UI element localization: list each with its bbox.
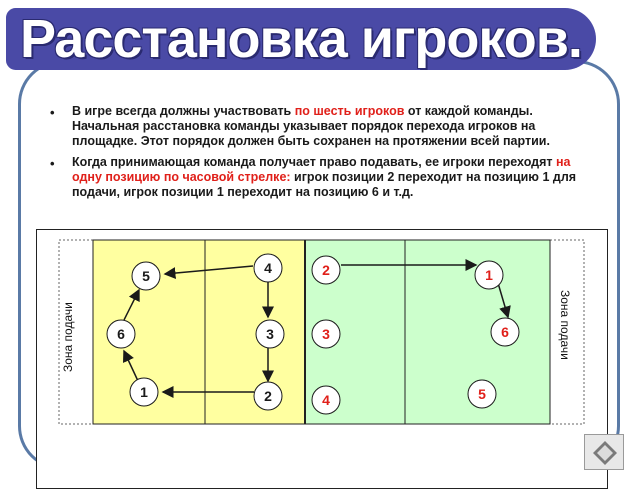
bullet-dot-icon: • [50, 156, 55, 171]
bullet-highlight: на одну позицию по часовой стрелке: [72, 155, 571, 184]
player-number: 3 [266, 326, 274, 342]
bullet-text-part: игрок позиции 2 переходит на позицию 1 для подачи, игрок позиции 1 переходит на позицию 6 и т.д. [72, 170, 577, 199]
player-number: 6 [501, 324, 509, 340]
serve-zone-label-right: Зона подачи [558, 290, 572, 360]
player-number: 2 [264, 388, 272, 404]
player-number: 1 [140, 384, 148, 400]
bullet-text-part: от каждой команды. Начальная расстановка команды указывает порядок перехода игроков на площадке. Этот порядок должен быть сохранен на протяжении всей партии. [72, 104, 550, 148]
serve-zone-label-left: Зона подачи [61, 302, 75, 372]
slide-title: Расстановка игроков. [20, 9, 582, 69]
bullet-highlight: по шесть игроков [294, 104, 405, 118]
player-number: 5 [478, 386, 486, 402]
player-number: 4 [264, 260, 272, 276]
bullet-text-part: Когда принимающая команда получает право подавать, ее игроки переходят [72, 155, 556, 169]
player-number: 5 [142, 268, 150, 284]
player-number: 2 [322, 262, 330, 278]
player-number: 3 [322, 326, 330, 342]
player-number: 6 [117, 326, 125, 342]
player-number: 1 [485, 267, 493, 283]
player-number: 4 [322, 392, 330, 408]
bullet-text-part: В игре всегда должны участвовать [72, 104, 295, 118]
return-arrow-icon[interactable] [584, 434, 624, 470]
bullet-dot-icon: • [50, 105, 55, 120]
